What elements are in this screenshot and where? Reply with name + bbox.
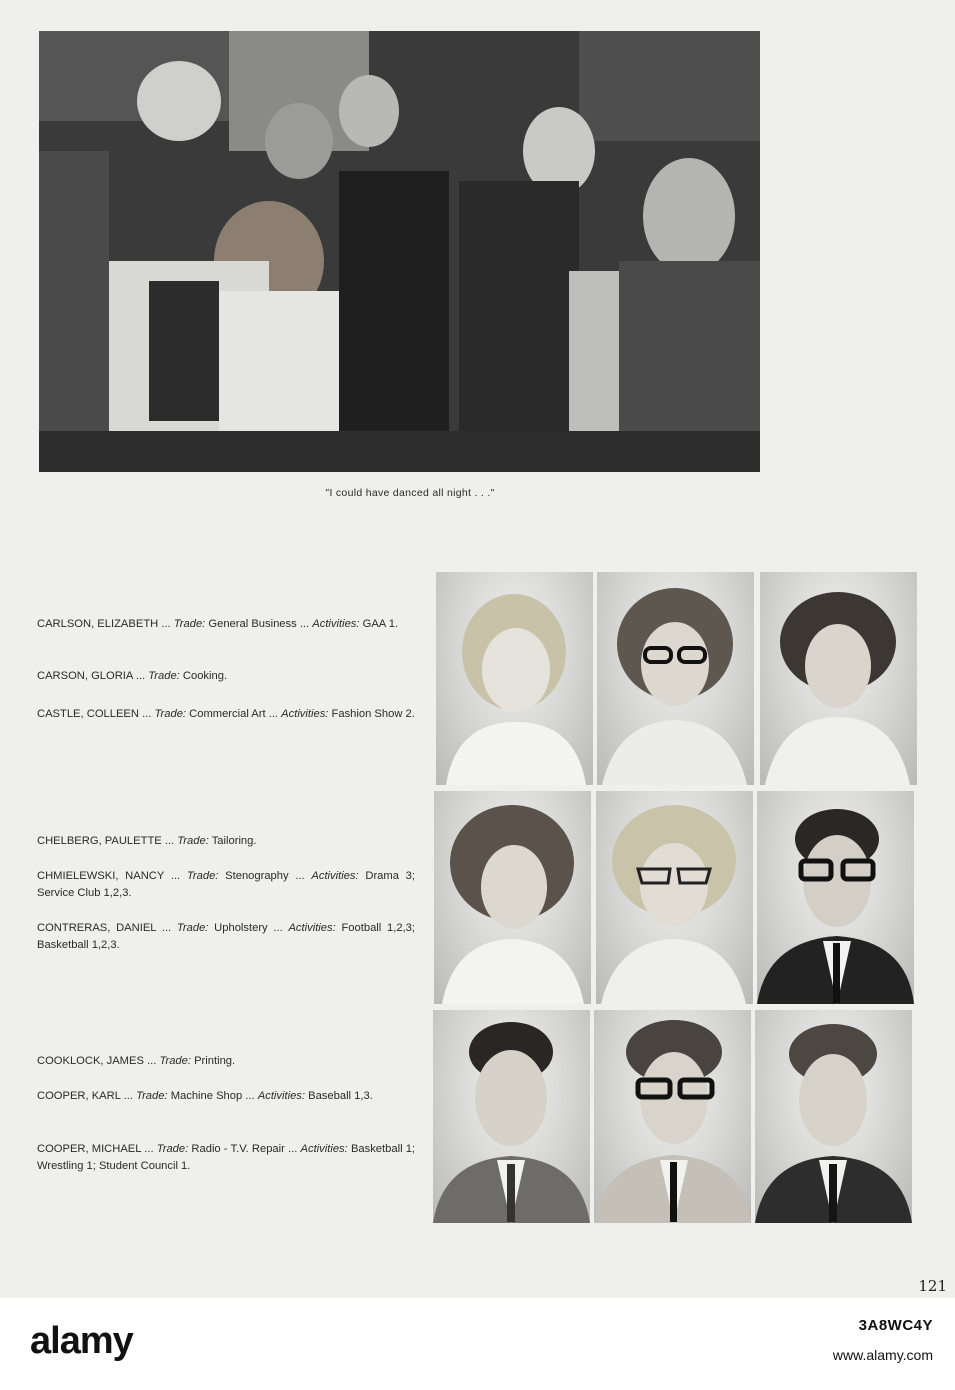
dance-photo bbox=[39, 31, 760, 472]
portrait-photo bbox=[757, 791, 914, 1004]
portrait-photo bbox=[594, 1010, 751, 1223]
student-entry: COOKLOCK, JAMES ... Trade: Printing. bbox=[37, 1055, 236, 1067]
watermark-footer bbox=[0, 1298, 955, 1390]
portrait-photo bbox=[434, 791, 591, 1004]
portrait-photo bbox=[755, 1010, 912, 1223]
student-entry: CHMIELEWSKI, NANCY ... Trade: Stenography ... Activities: Drama 3; Service Club 1,2,3. bbox=[37, 870, 416, 899]
photo-caption: "I could have danced all night . . ." bbox=[325, 487, 495, 499]
portrait-photo bbox=[597, 572, 754, 785]
watermark-brand-logo: alamy bbox=[30, 1320, 133, 1362]
student-entry: CONTRERAS, DANIEL ... Trade: Upholstery ... Activities: Football 1,2,3; Basketball 1,2,3. bbox=[37, 922, 416, 951]
dance-photo-illustration bbox=[39, 31, 760, 472]
portrait-photo bbox=[433, 1010, 590, 1223]
student-entry: COOPER, KARL ... Trade: Machine Shop ... Activities: Baseball 1,3. bbox=[37, 1090, 373, 1102]
student-entry: CHELBERG, PAULETTE ... Trade: Tailoring. bbox=[37, 835, 257, 847]
student-entry: CARLSON, ELIZABETH ... Trade: General Business ... Activities: GAA 1. bbox=[37, 618, 399, 630]
portrait-photo bbox=[760, 572, 917, 785]
page-number: 121 bbox=[918, 1277, 947, 1295]
student-entry: CARSON, GLORIA ... Trade: Cooking. bbox=[37, 670, 228, 682]
watermark-image-id: 3A8WC4Y bbox=[858, 1317, 933, 1334]
student-entry: CASTLE, COLLEEN ... Trade: Commercial Art ... Activities: Fashion Show 2. bbox=[37, 708, 415, 720]
portrait-photo bbox=[596, 791, 753, 1004]
watermark-site: www.alamy.com bbox=[832, 1347, 933, 1363]
portrait-photo bbox=[436, 572, 593, 785]
student-entry: COOPER, MICHAEL ... Trade: Radio - T.V. Repair ... Activities: Basketball 1; Wrestling 1; Student Council 1. bbox=[37, 1143, 416, 1172]
